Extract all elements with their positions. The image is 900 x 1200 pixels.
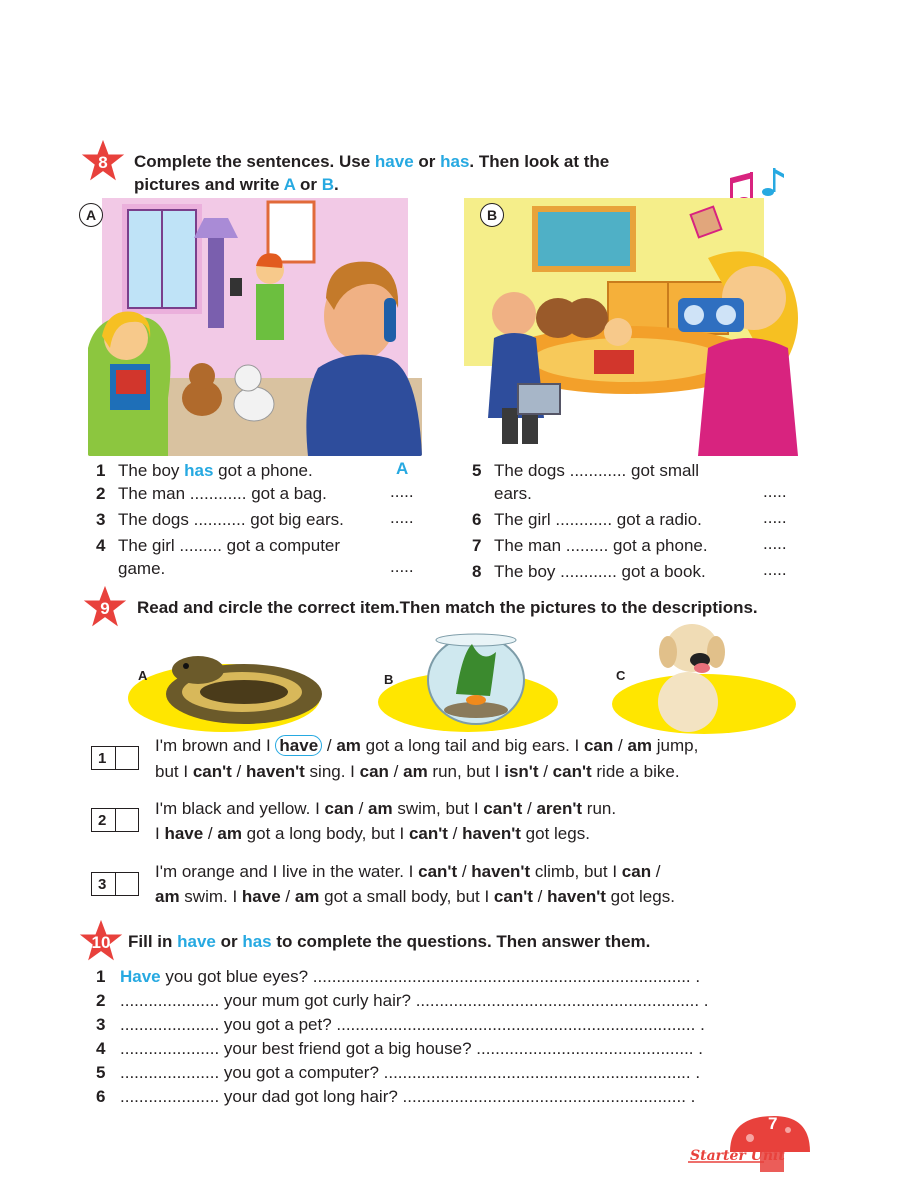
picture-label-b: B — [384, 672, 394, 687]
choice-word[interactable]: have — [164, 824, 204, 843]
ex8-answer-1: A — [396, 459, 409, 478]
choice-word[interactable]: can't — [552, 762, 592, 781]
sentence-text: got a long tail and big ears. I — [360, 736, 584, 755]
exercise-number: 10 — [91, 932, 111, 952]
choice-word[interactable]: have — [241, 887, 281, 906]
choice-word[interactable]: am — [627, 736, 653, 755]
sentence-text: / — [613, 736, 628, 755]
ex8-answer-2[interactable]: ..... — [390, 482, 414, 501]
exercise-9-instruction: Read and circle the correct item.Then match the pictures to the descriptions. — [137, 598, 758, 617]
answer-box-3[interactable]: 3 — [91, 872, 139, 896]
exercise-number: 9 — [100, 598, 110, 618]
sentence-text: / — [651, 862, 661, 881]
snake-picture — [124, 640, 336, 734]
ex8-answer-5[interactable]: ..... — [763, 482, 787, 501]
ex8-sentence-1: 1 The boy has got a phone. — [96, 461, 313, 480]
choice-word[interactable]: haven't — [471, 862, 531, 881]
ex8-sentence-8: 8 The boy ............ got a book. — [472, 562, 706, 581]
choice-word[interactable]: can't — [418, 862, 458, 881]
sentence-text: / — [457, 862, 472, 881]
sentence-text: got legs. — [605, 887, 675, 906]
ex10-question-4[interactable]: 4 ..................... your best friend got a big house? .............................................. . — [96, 1039, 703, 1058]
sentence-text: got a long body, but I — [241, 824, 409, 843]
sentence-text: / — [447, 824, 463, 843]
sentence-text: / — [353, 799, 369, 818]
sentence-text: / — [203, 824, 218, 843]
page-number: 7 — [768, 1114, 778, 1133]
choice-word[interactable]: can — [583, 736, 614, 755]
exercise-number: 8 — [98, 152, 108, 172]
picture-label-c: C — [616, 668, 626, 683]
choice-word[interactable]: can — [621, 862, 652, 881]
ex8-sentence-7: 7 The man ......... got a phone. — [472, 536, 708, 555]
sentence-text: jump, — [652, 736, 699, 755]
ex8-sentence-3: 3 The dogs ........... got big ears. — [96, 510, 344, 529]
answer-box-1[interactable]: 1 — [91, 746, 139, 770]
choice-word[interactable]: can — [359, 762, 389, 781]
answer-box-2[interactable]: 2 — [91, 808, 139, 832]
ex9-item-2-line-2[interactable] — [155, 821, 590, 846]
ex8-sentence-5: 5 The dogs ............ got small ears. — [472, 461, 700, 503]
sentence-text: run. — [582, 799, 617, 818]
choice-word[interactable]: can't — [192, 762, 232, 781]
sentence-text: swim, but I — [392, 799, 484, 818]
ex9-item-2-line-1[interactable] — [155, 796, 616, 821]
picture-a-label: A — [79, 203, 103, 227]
unit-label: Starter Unit — [690, 1148, 785, 1164]
choice-word[interactable]: am — [336, 736, 361, 755]
sentence-text: got legs. — [520, 824, 590, 843]
ex8-sentence-2: 2 The man ............ got a bag. — [96, 484, 327, 503]
ex8-answer-6[interactable]: ..... — [763, 508, 787, 527]
ex8-answer-8[interactable]: ..... — [763, 560, 787, 579]
exercise-10-badge — [78, 918, 124, 964]
picture-a-illustration — [88, 198, 422, 456]
ex9-item-1-line-2[interactable] — [155, 759, 680, 784]
ex10-question-3[interactable]: 3 ..................... you got a pet? ............................................................................ . — [96, 1015, 705, 1034]
sentence-text: swim. I — [179, 887, 242, 906]
sentence-text: / — [231, 762, 246, 781]
sentence-text: climb, but I — [530, 862, 622, 881]
choice-word[interactable]: am — [155, 887, 180, 906]
ex8-sentence-6: 6 The girl ............ got a radio. — [472, 510, 702, 529]
sentence-text: sing. I — [304, 762, 360, 781]
exercise-8-badge — [80, 138, 126, 184]
sentence-text: I — [155, 824, 165, 843]
choice-word[interactable]: am — [368, 799, 393, 818]
ex8-sentence-4: 4 The girl ......... got a computer game. — [96, 536, 341, 578]
sentence-text: ride a bike. — [591, 762, 680, 781]
choice-word[interactable]: haven't — [547, 887, 606, 906]
ex10-question-1[interactable]: 1 Have you got blue eyes? ................................................................................ . — [96, 967, 701, 986]
sentence-text: got a small body, but I — [319, 887, 494, 906]
sentence-text: / — [538, 762, 553, 781]
ex9-item-3-line-1[interactable] — [155, 859, 661, 884]
exercise-8-instruction: Complete the sentences. Use have or has. Then look at the pictures and write A or B. — [134, 152, 610, 194]
picture-label-a: A — [138, 668, 148, 683]
goldfish-bowl-picture — [372, 624, 572, 734]
ex8-answer-4[interactable]: ..... — [390, 557, 414, 576]
ex10-question-5[interactable]: 5 ..................... you got a computer? ................................................................. . — [96, 1063, 701, 1082]
sentence-text: run, but I — [427, 762, 505, 781]
choice-word[interactable]: can't — [493, 887, 533, 906]
sentence-text: I'm black and yellow. I — [155, 799, 325, 818]
sentence-text: I'm brown and I — [155, 736, 276, 755]
sentence-text: but I — [155, 762, 193, 781]
sentence-text: / — [322, 736, 337, 755]
picture-b-label: B — [480, 203, 504, 227]
choice-word[interactable]: am — [403, 762, 428, 781]
choice-word[interactable]: can — [324, 799, 354, 818]
sentence-text: / — [522, 799, 537, 818]
choice-word[interactable]: aren't — [536, 799, 583, 818]
page-number-mushroom — [688, 1112, 812, 1174]
choice-word[interactable]: can't — [483, 799, 523, 818]
puppy-picture — [604, 618, 798, 734]
ex10-question-6[interactable]: 6 ..................... your dad got long hair? ............................................................ . — [96, 1087, 696, 1106]
choice-word[interactable]: haven't — [245, 762, 305, 781]
choice-word[interactable]: can't — [408, 824, 448, 843]
ex8-answer-3[interactable]: ..... — [390, 508, 414, 527]
ex9-item-1-line-1[interactable] — [155, 733, 698, 758]
choice-word[interactable]: am — [294, 887, 320, 906]
ex8-answer-7[interactable]: ..... — [763, 534, 787, 553]
choice-word[interactable]: have — [275, 735, 322, 756]
sentence-text: / — [388, 762, 404, 781]
ex9-item-3-line-2[interactable] — [155, 884, 675, 909]
picture-b-illustration — [458, 198, 808, 456]
exercise-9-badge — [82, 584, 128, 630]
choice-word[interactable]: isn't — [504, 762, 539, 781]
choice-word[interactable]: haven't — [462, 824, 521, 843]
choice-word[interactable]: am — [217, 824, 242, 843]
sentence-text: / — [532, 887, 548, 906]
exercise-10-instruction: Fill in have or has to complete the questions. Then answer them. — [128, 932, 651, 951]
sentence-text: I'm orange and I live in the water. I — [155, 862, 419, 881]
ex10-question-2[interactable]: 2 ..................... your mum got curly hair? ............................................................ . — [96, 991, 709, 1010]
sentence-text: / — [280, 887, 295, 906]
